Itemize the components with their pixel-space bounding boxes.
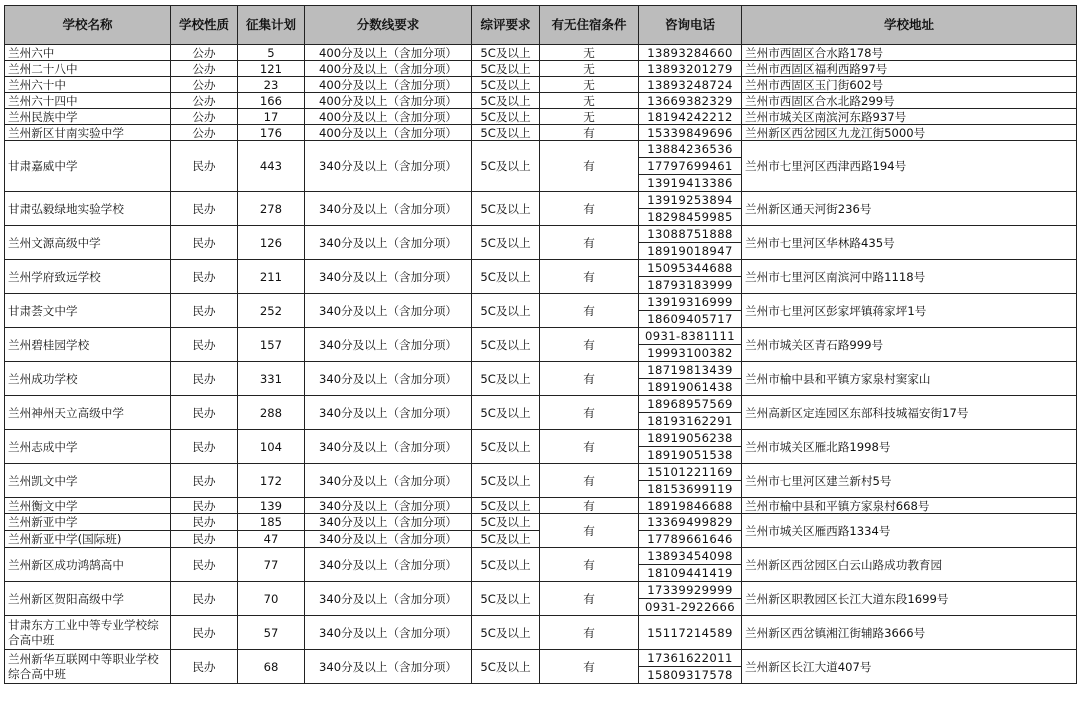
evaluation-requirement-cell: 5C及以上 [472,498,540,514]
score-requirement-cell: 400分及以上（含加分项） [305,77,472,93]
school-type-cell: 民办 [171,616,238,650]
phone-cell: 13893454098 [639,548,742,565]
evaluation-requirement-cell: 5C及以上 [472,294,540,328]
school-name-cell: 兰州六中 [5,45,171,61]
address-cell: 兰州市城关区南滨河东路937号 [742,109,1077,125]
phone-cell: 13884236536 [639,141,742,158]
dormitory-cell: 有 [540,582,639,616]
phone-cell: 17797699461 [639,158,742,175]
evaluation-requirement-cell: 5C及以上 [472,77,540,93]
phone-cell: 15117214589 [639,616,742,650]
table-row [5,61,1077,77]
phone-cell: 18793183999 [639,277,742,294]
score-requirement-cell: 400分及以上（含加分项） [305,125,472,141]
evaluation-requirement-cell: 5C及以上 [472,45,540,61]
score-requirement-cell: 400分及以上（含加分项） [305,93,472,109]
evaluation-requirement-cell: 5C及以上 [472,260,540,294]
address-cell: 兰州市榆中县和平镇方家泉村窦家山 [742,362,1077,396]
evaluation-requirement-cell: 5C及以上 [472,328,540,362]
score-requirement-cell: 340分及以上（含加分项） [305,294,472,328]
score-requirement-cell: 340分及以上（含加分项） [305,498,472,514]
dormitory-cell: 有 [540,464,639,498]
school-name-cell: 兰州新华互联网中等职业学校综合高中班 [5,650,171,684]
enrollment-plan-cell: 211 [238,260,305,294]
school-name-cell: 兰州六十四中 [5,93,171,109]
evaluation-requirement-cell: 5C及以上 [472,650,540,684]
school-admission-table [4,5,1077,684]
school-name-cell: 甘肃弘毅绿地实验学校 [5,192,171,226]
evaluation-requirement-cell: 5C及以上 [472,430,540,464]
address-cell: 兰州市城关区雁西路1334号 [742,514,1077,548]
enrollment-plan-cell: 166 [238,93,305,109]
score-requirement-cell: 340分及以上（含加分项） [305,548,472,582]
dormitory-cell: 无 [540,61,639,77]
score-requirement-cell: 340分及以上（含加分项） [305,226,472,260]
school-type-cell: 公办 [171,109,238,125]
score-requirement-cell: 340分及以上（含加分项） [305,430,472,464]
school-name-cell: 兰州神州天立高级中学 [5,396,171,430]
school-name-cell: 兰州凯文中学 [5,464,171,498]
phone-cell: 17361622011 [639,650,742,667]
table-row [5,616,1077,650]
school-type-cell: 民办 [171,548,238,582]
school-name-cell: 兰州民族中学 [5,109,171,125]
phone-cell: 17339929999 [639,582,742,599]
address-cell: 兰州市西固区福利西路97号 [742,61,1077,77]
enrollment-plan-cell: 77 [238,548,305,582]
table-row [5,125,1077,141]
school-name-cell: 兰州新区贺阳高级中学 [5,582,171,616]
table-row [5,109,1077,125]
school-type-cell: 民办 [171,192,238,226]
enrollment-plan-cell: 126 [238,226,305,260]
phone-cell: 13919413386 [639,175,742,192]
phone-cell: 18193162291 [639,413,742,430]
enrollment-plan-cell: 23 [238,77,305,93]
enrollment-plan-cell: 17 [238,109,305,125]
school-type-cell: 公办 [171,61,238,77]
phone-cell: 15095344688 [639,260,742,277]
enrollment-plan-cell: 70 [238,582,305,616]
enrollment-plan-cell: 68 [238,650,305,684]
enrollment-plan-cell: 157 [238,328,305,362]
address-cell: 兰州新区通天河街236号 [742,192,1077,226]
school-name-cell: 甘肃东方工业中等专业学校综合高中班 [5,616,171,650]
dormitory-cell: 有 [540,548,639,582]
table-row [5,498,1077,514]
table-row [5,430,1077,447]
school-type-cell: 公办 [171,93,238,109]
score-requirement-cell: 340分及以上（含加分项） [305,582,472,616]
evaluation-requirement-cell: 5C及以上 [472,141,540,192]
enrollment-plan-cell: 288 [238,396,305,430]
enrollment-plan-cell: 331 [238,362,305,396]
school-name-cell: 兰州志成中学 [5,430,171,464]
dormitory-cell: 无 [540,77,639,93]
table-row [5,141,1077,158]
header-school-type: 学校性质 [171,6,238,45]
school-type-cell: 民办 [171,396,238,430]
school-name-cell: 兰州新区甘南实验中学 [5,125,171,141]
school-name-cell: 兰州六十中 [5,77,171,93]
phone-cell: 19993100382 [639,345,742,362]
address-cell: 兰州新区西岔园区白云山路成功教育园 [742,548,1077,582]
school-name-cell: 兰州新区成功鸿鹄高中 [5,548,171,582]
dormitory-cell: 有 [540,328,639,362]
enrollment-plan-cell: 252 [238,294,305,328]
evaluation-requirement-cell: 5C及以上 [472,109,540,125]
address-cell: 兰州高新区定连园区东部科技城福安街17号 [742,396,1077,430]
dormitory-cell: 有 [540,362,639,396]
phone-cell: 13893248724 [639,77,742,93]
phone-cell: 18919018947 [639,243,742,260]
school-name-cell: 兰州学府致远学校 [5,260,171,294]
school-name-cell: 兰州新亚中学(国际班) [5,531,171,548]
school-name-cell: 兰州成功学校 [5,362,171,396]
address-cell: 兰州市七里河区西津西路194号 [742,141,1077,192]
phone-cell: 18919051538 [639,447,742,464]
school-type-cell: 民办 [171,464,238,498]
address-cell: 兰州市七里河区华林路435号 [742,226,1077,260]
phone-cell: 18919846688 [639,498,742,514]
school-type-cell: 民办 [171,650,238,684]
enrollment-plan-cell: 47 [238,531,305,548]
address-cell: 兰州市榆中县和平镇方家泉村668号 [742,498,1077,514]
dormitory-cell: 有 [540,125,639,141]
enrollment-plan-cell: 57 [238,616,305,650]
phone-cell: 15101221169 [639,464,742,481]
school-name-cell: 兰州二十八中 [5,61,171,77]
evaluation-requirement-cell: 5C及以上 [472,93,540,109]
address-cell: 兰州市西固区玉门街602号 [742,77,1077,93]
table-row [5,548,1077,565]
school-type-cell: 民办 [171,430,238,464]
address-cell: 兰州市西固区合水北路299号 [742,93,1077,109]
school-type-cell: 民办 [171,498,238,514]
dormitory-cell: 有 [540,650,639,684]
phone-cell: 17789661646 [639,531,742,548]
address-cell: 兰州市七里河区建兰新村5号 [742,464,1077,498]
score-requirement-cell: 340分及以上（含加分项） [305,328,472,362]
table-row [5,650,1077,667]
score-requirement-cell: 400分及以上（含加分项） [305,45,472,61]
school-type-cell: 民办 [171,514,238,531]
score-requirement-cell: 340分及以上（含加分项） [305,260,472,294]
address-cell: 兰州市西固区合水路178号 [742,45,1077,61]
enrollment-plan-cell: 185 [238,514,305,531]
evaluation-requirement-cell: 5C及以上 [472,192,540,226]
phone-cell: 13669382329 [639,93,742,109]
school-type-cell: 公办 [171,45,238,61]
evaluation-requirement-cell: 5C及以上 [472,616,540,650]
score-requirement-cell: 340分及以上（含加分项） [305,141,472,192]
enrollment-plan-cell: 121 [238,61,305,77]
evaluation-requirement-cell: 5C及以上 [472,362,540,396]
table-row [5,582,1077,599]
phone-cell: 13088751888 [639,226,742,243]
evaluation-requirement-cell: 5C及以上 [472,582,540,616]
dormitory-cell: 有 [540,498,639,514]
header-dormitory: 有无住宿条件 [540,6,639,45]
dormitory-cell: 有 [540,294,639,328]
phone-cell: 18919056238 [639,430,742,447]
enrollment-plan-cell: 104 [238,430,305,464]
school-name-cell: 甘肃荟文中学 [5,294,171,328]
table-row [5,464,1077,481]
table-row [5,260,1077,277]
phone-cell: 18153699119 [639,481,742,498]
header-evaluation-requirement: 综评要求 [472,6,540,45]
header-enrollment-plan: 征集计划 [238,6,305,45]
school-name-cell: 兰州文源高级中学 [5,226,171,260]
evaluation-requirement-cell: 5C及以上 [472,531,540,548]
dormitory-cell: 有 [540,616,639,650]
school-name-cell: 甘肃嘉威中学 [5,141,171,192]
table-body [5,45,1077,684]
school-type-cell: 民办 [171,582,238,616]
phone-cell: 0931-8381111 [639,328,742,345]
dormitory-cell: 无 [540,109,639,125]
school-name-cell: 兰州衡文中学 [5,498,171,514]
table-header-row [5,6,1077,45]
school-type-cell: 民办 [171,362,238,396]
dormitory-cell: 有 [540,141,639,192]
phone-cell: 18298459985 [639,209,742,226]
enrollment-plan-cell: 176 [238,125,305,141]
table-row [5,45,1077,61]
table-row [5,294,1077,311]
score-requirement-cell: 340分及以上（含加分项） [305,464,472,498]
score-requirement-cell: 340分及以上（含加分项） [305,396,472,430]
address-cell: 兰州市城关区青石路999号 [742,328,1077,362]
score-requirement-cell: 340分及以上（含加分项） [305,650,472,684]
phone-cell: 13893201279 [639,61,742,77]
evaluation-requirement-cell: 5C及以上 [472,61,540,77]
dormitory-cell: 有 [540,396,639,430]
enrollment-plan-cell: 139 [238,498,305,514]
header-phone: 咨询电话 [639,6,742,45]
enrollment-plan-cell: 172 [238,464,305,498]
school-type-cell: 民办 [171,328,238,362]
score-requirement-cell: 340分及以上（含加分项） [305,362,472,396]
address-cell: 兰州新区长江大道407号 [742,650,1077,684]
school-type-cell: 民办 [171,226,238,260]
school-type-cell: 公办 [171,77,238,93]
phone-cell: 15809317578 [639,667,742,684]
phone-cell: 18968957569 [639,396,742,413]
phone-cell: 18919061438 [639,379,742,396]
school-name-cell: 兰州碧桂园学校 [5,328,171,362]
address-cell: 兰州市七里河区南滨河中路1118号 [742,260,1077,294]
score-requirement-cell: 340分及以上（含加分项） [305,514,472,531]
evaluation-requirement-cell: 5C及以上 [472,514,540,531]
dormitory-cell: 有 [540,514,639,548]
phone-cell: 18194242212 [639,109,742,125]
score-requirement-cell: 340分及以上（含加分项） [305,192,472,226]
school-type-cell: 民办 [171,260,238,294]
evaluation-requirement-cell: 5C及以上 [472,548,540,582]
dormitory-cell: 有 [540,192,639,226]
dormitory-cell: 有 [540,430,639,464]
phone-cell: 13919253894 [639,192,742,209]
evaluation-requirement-cell: 5C及以上 [472,226,540,260]
evaluation-requirement-cell: 5C及以上 [472,125,540,141]
address-cell: 兰州新区西岔镇湘江街辅路3666号 [742,616,1077,650]
school-type-cell: 公办 [171,125,238,141]
phone-cell: 13893284660 [639,45,742,61]
table-row [5,396,1077,413]
header-score-requirement: 分数线要求 [305,6,472,45]
score-requirement-cell: 400分及以上（含加分项） [305,109,472,125]
phone-cell: 13369499829 [639,514,742,531]
address-cell: 兰州市七里河区彭家坪镇蒋家坪1号 [742,294,1077,328]
phone-cell: 15339849696 [639,125,742,141]
table-row [5,77,1077,93]
table-row [5,93,1077,109]
table-row [5,192,1077,209]
school-type-cell: 民办 [171,294,238,328]
address-cell: 兰州新区职教园区长江大道东段1699号 [742,582,1077,616]
phone-cell: 18609405717 [639,311,742,328]
enrollment-plan-cell: 5 [238,45,305,61]
score-requirement-cell: 340分及以上（含加分项） [305,531,472,548]
school-type-cell: 民办 [171,141,238,192]
dormitory-cell: 无 [540,45,639,61]
dormitory-cell: 有 [540,226,639,260]
address-cell: 兰州市城关区雁北路1998号 [742,430,1077,464]
evaluation-requirement-cell: 5C及以上 [472,396,540,430]
dormitory-cell: 有 [540,260,639,294]
phone-cell: 13919316999 [639,294,742,311]
score-requirement-cell: 340分及以上（含加分项） [305,616,472,650]
phone-cell: 18719813439 [639,362,742,379]
enrollment-plan-cell: 443 [238,141,305,192]
score-requirement-cell: 400分及以上（含加分项） [305,61,472,77]
table-row [5,328,1077,345]
school-type-cell: 民办 [171,531,238,548]
school-name-cell: 兰州新亚中学 [5,514,171,531]
phone-cell: 0931-2922666 [639,599,742,616]
enrollment-plan-cell: 278 [238,192,305,226]
table-row [5,514,1077,531]
evaluation-requirement-cell: 5C及以上 [472,464,540,498]
header-address: 学校地址 [742,6,1077,45]
table-row [5,226,1077,243]
header-school-name: 学校名称 [5,6,171,45]
table-row [5,362,1077,379]
address-cell: 兰州新区西岔园区九龙江街5000号 [742,125,1077,141]
dormitory-cell: 无 [540,93,639,109]
phone-cell: 18109441419 [639,565,742,582]
